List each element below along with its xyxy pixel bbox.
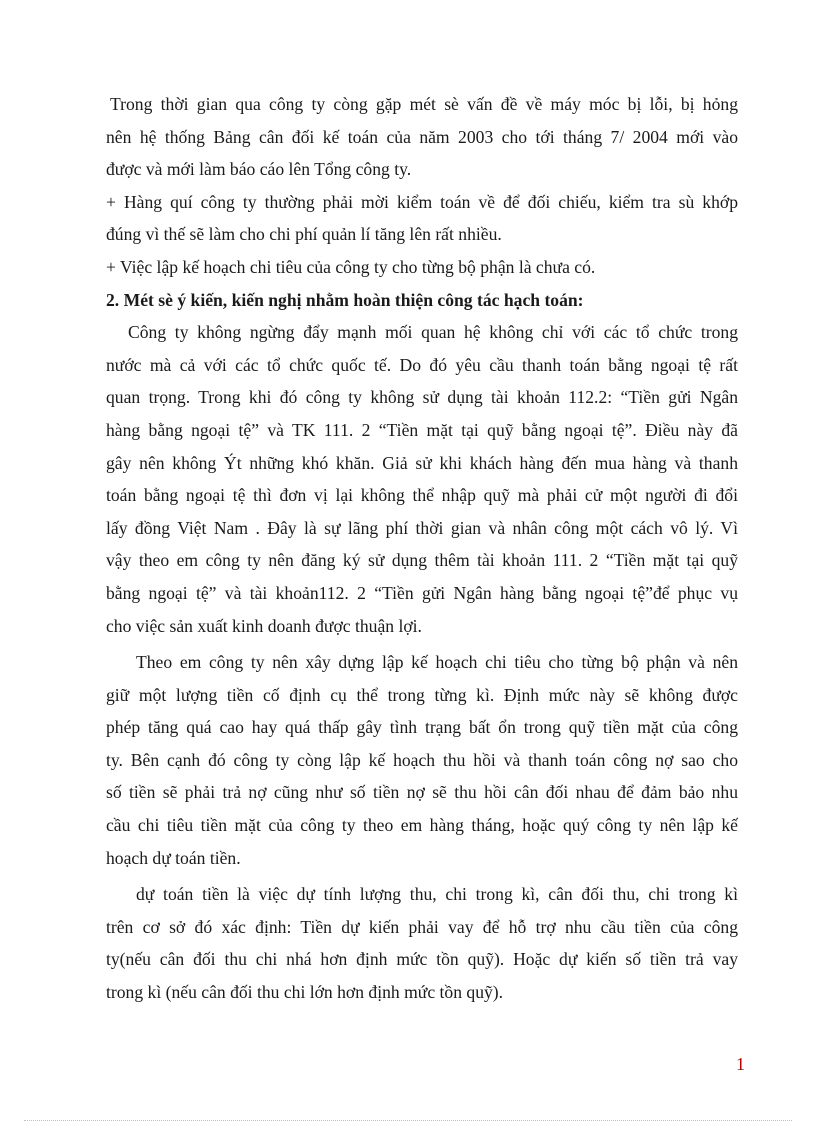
paragraph-machine-issues — [106, 88, 738, 186]
document-body — [106, 88, 738, 1009]
text-line: ty. Bên cạnh đó công ty còng lập kế hoạch thu hồi và thanh toán công nợ sao cho — [106, 749, 738, 770]
paragraph-foreign-currency — [106, 316, 738, 642]
text-line: nước mà cả với các tổ chức quốc tế. Do đó yêu cầu thanh toán bằng ngoại tệ rất — [106, 354, 738, 375]
text-line: đúng vì thế sẽ làm cho chi phí quản lí tăng lên rất nhiều. — [106, 224, 502, 245]
text-line: phép tăng quá cao hay quá thấp gây tình trạng bất ổn trong quỹ tiền mặt của công — [106, 717, 738, 738]
text-line: + Việc lập kế hoạch chi tiêu của công ty cho từng bộ phận là chưa có. — [106, 256, 596, 277]
text-line: toán bằng ngoại tệ thì đơn vị lại không thể nhập quỹ mà phải cử một người đi đổi — [106, 485, 738, 506]
text-line: hàng bằng ngoại tệ” và TK 111. 2 “Tiền mặt tại quỹ bằng ngoại tệ”. Điều này đã — [106, 419, 738, 440]
paragraph-audit — [106, 186, 738, 251]
page-bottom-rule — [24, 1120, 792, 1121]
text-line: dự toán tiền là việc dự tính lượng thu, chi trong kì, cân đối thu, chi trong kì — [136, 884, 738, 905]
text-line: cho việc sản xuất kinh doanh được thuận lợi. — [106, 615, 422, 636]
page-number: 1 — [736, 1054, 745, 1074]
text-line: trên cơ sở đó xác định: Tiền dự kiến phải vay để hỗ trợ nhu cầu tiền của công — [106, 916, 738, 937]
text-line: vậy theo em công ty nên đăng ký sử dụng thêm tài khoản 111. 2 “Tiền mặt tại quỹ — [106, 550, 738, 571]
text-line: được và mới làm báo cáo lên Tổng công ty. — [106, 159, 412, 180]
text-line: Công ty không ngừng đẩy mạnh mối quan hệ không chỉ với các tổ chức trong — [128, 322, 738, 343]
paragraph-cash-forecast — [106, 878, 738, 1008]
text-line: bằng ngoại tệ” và tài khoản112. 2 “Tiền gửi Ngân hàng bằng ngoại tệ”để phục vụ — [106, 582, 738, 603]
section-heading — [106, 284, 738, 317]
text-line: giữ một lượng tiền cố định cụ thể trong từng kì. Định mức này sẽ không được — [106, 684, 738, 705]
section-title: Mét sè ý kiến, kiến nghị nhằm hoàn thiện công tác hạch toán: — [123, 289, 584, 310]
text-line: nên hệ thống Bảng cân đối kế toán của năm 2003 cho tới tháng 7/ 2004 mới vào — [106, 126, 738, 147]
text-line: Theo em công ty nên xây dựng lập kế hoạch chi tiêu cho từng bộ phận và nên — [136, 652, 738, 673]
text-line: hoạch dự toán tiền. — [106, 847, 241, 868]
text-line: + Hàng quí công ty thường phải mời kiểm toán về để đối chiếu, kiểm tra sù khớp — [106, 191, 738, 212]
paragraph-spending-plan — [106, 251, 738, 284]
text-line: ty(nếu cân đối thu chi nhá hơn định mức tồn quỹ). Hoặc dự kiến số tiền trả vay — [106, 949, 738, 970]
section-number: 2. — [106, 289, 120, 310]
text-line: quan trọng. Trong khi đó công ty không sử dụng tài khoản 112.2: “Tiền gửi Ngân — [106, 387, 738, 408]
text-line: trong kì (nếu cân đối thu chi lớn hơn định mức tồn quỹ). — [106, 982, 504, 1003]
text-line: gây nên không Ýt những khó khăn. Giả sử khi khách hàng đến mua hàng và thanh — [106, 452, 738, 473]
text-line: cầu chi tiêu tiền mặt của công ty theo em hàng tháng, hoặc quý công ty nên lập kế — [106, 815, 738, 836]
text-line: Trong thời gian qua công ty còng gặp mét sè vấn đề về máy móc bị lỗi, bị hỏng — [110, 94, 738, 114]
text-line: lấy đồng Việt Nam . Đây là sự lãng phí thời gian và nhân công một cách vô lý. Vì — [106, 517, 738, 538]
paragraph-spending-budget — [106, 646, 738, 874]
text-line: số tiền sẽ phải trả nợ cũng như số tiền nợ sẽ thu hồi cân đối nhau để đảm bảo nhu — [106, 782, 738, 803]
